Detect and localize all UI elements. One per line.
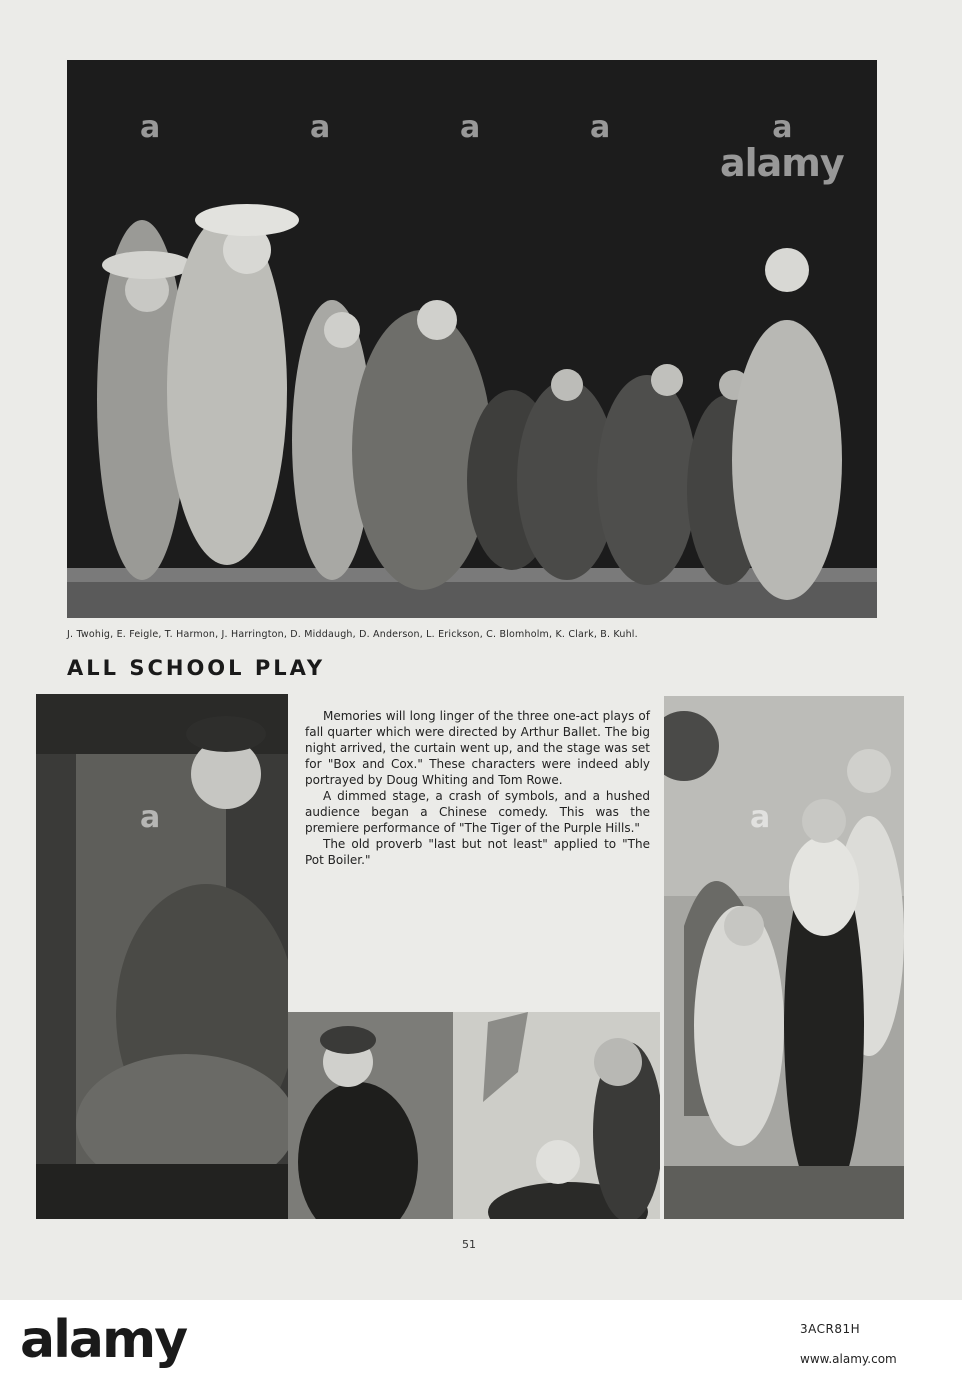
article-body [305, 708, 650, 868]
watermark [140, 110, 160, 145]
alamy-watermark-icon: a [460, 110, 480, 145]
watermark [140, 800, 160, 835]
backstage-actors-photo [288, 1012, 660, 1219]
set-painting-photo [664, 696, 904, 1219]
alamy-watermark-icon: a [140, 800, 160, 835]
seated-actress-photo [36, 694, 288, 1219]
alamy-watermark-icon: a [310, 110, 330, 145]
watermark: a alamy [720, 110, 844, 185]
watermark [590, 110, 610, 145]
site-url: www.alamy.com [800, 1352, 897, 1366]
watermark [310, 110, 330, 145]
article-paragraph: A dimmed stage, a crash of symbols, and a hushed audience began a Chinese comedy. This was the premiere performance of "The Tiger of the Purple Hills." [305, 789, 650, 835]
watermark [750, 800, 770, 835]
alamy-watermark-icon: a [140, 110, 160, 145]
alamy-watermark-icon: a [590, 110, 610, 145]
page-number: 51 [462, 1238, 476, 1251]
article-paragraph: The old proverb "last but not least" applied to "The Pot Boiler." [305, 837, 650, 867]
page-title: ALL SCHOOL PLAY [67, 656, 326, 680]
watermark [460, 110, 480, 145]
alamy-watermark-icon: a [750, 800, 770, 835]
article-paragraph: Memories will long linger of the three one-act plays of fall quarter which were directed by Arthur Ballet. The big night arrived, the curtain went up, and the stage was set for "Box and Cox." These characters were indeed ably portrayed by Doug Whiting and Tom Rowe. [305, 709, 650, 787]
photo-caption: J. Twohig, E. Feigle, T. Harmon, J. Harrington, D. Middaugh, D. Anderson, L. Erickson, C. Blomholm, K. Clark, B. Kuhl. [67, 629, 638, 640]
alamy-logo: alamy [20, 1310, 187, 1370]
image-id: 3ACR81H [800, 1322, 861, 1336]
alamy-watermark-icon: a [772, 110, 792, 145]
